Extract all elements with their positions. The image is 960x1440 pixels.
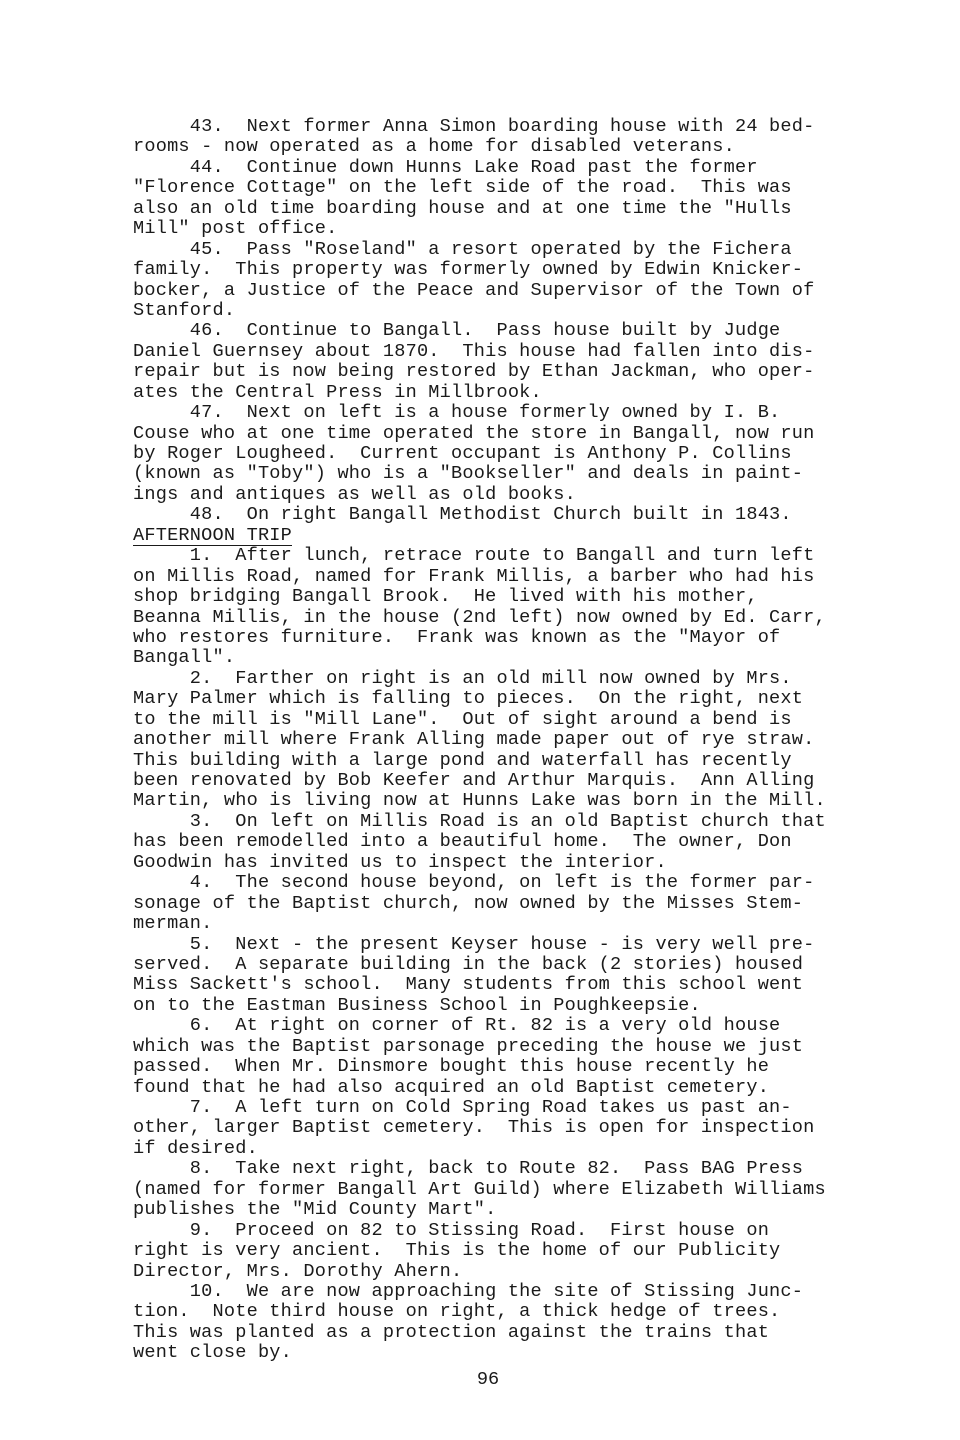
text-line: repair but is now being restored by Ethan Jackman, who oper-	[133, 361, 815, 383]
text-line: by Roger Lougheed. Current occupant is Anthony P. Collins	[133, 443, 792, 464]
text-line: has been remodelled into a beautiful home. The owner, Don	[133, 831, 792, 853]
section-heading-line	[133, 526, 893, 546]
text-line: 6. At right on corner of Rt. 82 is a very old house	[133, 1015, 781, 1037]
text-line: 48. On right Bangall Methodist Church built in 1843.	[133, 504, 792, 526]
text-line: 9. Proceed on 82 to Stissing Road. First house on	[133, 1219, 770, 1241]
text-line: Mill" post office.	[133, 218, 338, 240]
text-line: 44. Continue down Hunns Lake Road past the former	[133, 156, 758, 178]
text-line: This building with a large pond and waterfall has recently	[133, 749, 792, 771]
text-line: (known as "Toby") who is a "Bookseller" and deals in paint-	[133, 463, 804, 485]
text-line: Stanford.	[133, 299, 236, 321]
text-line: other, larger Baptist cemetery. This is open for inspection	[133, 1117, 815, 1139]
text-line: merman.	[133, 913, 213, 935]
text-line: been renovated by Bob Keefer and Arthur Marquis. Ann Alling	[133, 770, 815, 791]
text-line: 47. Next on left is a house formerly owned by I. B.	[133, 402, 781, 424]
text-line: served. A separate building in the back (2 stories) housed	[133, 953, 804, 975]
text-line: (named for former Bangall Art Guild) where Elizabeth Williams	[133, 1178, 826, 1200]
text-line: on Millis Road, named for Frank Millis, a barber who had his	[133, 565, 815, 587]
text-line: tion. Note third house on right, a thick hedge of trees.	[133, 1301, 781, 1323]
text-line: 46. Continue to Bangall. Pass house built by Judge	[133, 320, 781, 342]
text-line: shop bridging Bangall Brook. He lived with his mother,	[133, 586, 758, 608]
text-line: ates the Central Press in Millbrook.	[133, 381, 542, 403]
text-line: 8. Take next right, back to Route 82. Pass BAG Press	[133, 1158, 804, 1180]
text-line: Bangall".	[133, 647, 236, 669]
text-line: 7. A left turn on Cold Spring Road takes us past an-	[133, 1097, 792, 1118]
text-line: on to the Eastman Business School in Poughkeepsie.	[133, 994, 701, 1016]
text-line: 45. Pass "Roseland" a resort operated by the Fichera	[133, 238, 792, 260]
text-line: to the mill is "Mill Lane". Out of sight around a bend is	[133, 708, 792, 730]
text-line: 43. Next former Anna Simon boarding house with 24 bed-	[133, 116, 815, 137]
text-line: Beanna Millis, in the house (2nd left) now owned by Ed. Carr,	[133, 606, 826, 628]
text-line: sonage of the Baptist church, now owned by the Misses Stem-	[133, 892, 804, 914]
text-line: Daniel Guernsey about 1870. This house had fallen into dis-	[133, 340, 815, 362]
page-number: 96	[476, 1369, 500, 1390]
text-line: family. This property was formerly owned by Edwin Knicker-	[133, 259, 804, 281]
text-line: ings and antiques as well as old books.	[133, 483, 576, 505]
text-line: 2. Farther on right is an old mill now owned by Mrs.	[133, 667, 792, 689]
text-line: who restores furniture. Frank was known as the "Mayor of	[133, 626, 781, 648]
text-line: publishes the "Mid County Mart".	[133, 1199, 497, 1221]
text-line: rooms - now operated as a home for disabled veterans.	[133, 136, 735, 158]
text-line: another mill where Frank Alling made paper out of rye straw.	[133, 729, 815, 751]
text-line: which was the Baptist parsonage preceding the house we just	[133, 1035, 804, 1057]
text-line: "Florence Cottage" on the left side of the road. This was	[133, 177, 792, 199]
text-line: 5. Next - the present Keyser house - is very well pre-	[133, 933, 815, 955]
text-line: bocker, a Justice of the Peace and Supervisor of the Town of	[133, 279, 815, 301]
text-line: 1. After lunch, retrace route to Bangall and turn left	[133, 545, 815, 567]
text-line: found that he had also acquired an old Baptist cemetery.	[133, 1076, 770, 1098]
text-line: if desired.	[133, 1137, 258, 1159]
text-line: right is very ancient. This is the home of our Publicity	[133, 1240, 781, 1262]
body-text	[133, 117, 893, 1364]
text-line: Miss Sackett's school. Many students from this school went	[133, 974, 804, 996]
text-line: went close by.	[133, 1342, 293, 1364]
text-line: Couse who at one time operated the store in Bangall, now run	[133, 422, 815, 444]
section-heading: AFTERNOON TRIP	[133, 524, 293, 546]
text-line: This was planted as a protection against the trains that	[133, 1321, 770, 1343]
text-line: passed. When Mr. Dinsmore bought this house recently he	[133, 1056, 770, 1078]
text-line: Director, Mrs. Dorothy Ahern.	[133, 1260, 463, 1282]
text-line: 10. We are now approaching the site of Stissing Junc-	[133, 1280, 804, 1302]
text-line: Mary Palmer which is falling to pieces. On the right, next	[133, 688, 804, 710]
text-line: Goodwin has invited us to inspect the interior.	[133, 851, 667, 873]
text-line: 3. On left on Millis Road is an old Baptist church that	[133, 810, 826, 832]
text-line: also an old time boarding house and at one time the "Hulls	[133, 197, 792, 219]
text-line: Martin, who is living now at Hunns Lake was born in the Mill.	[133, 790, 826, 812]
text-line: 4. The second house beyond, on left is the former par-	[133, 872, 815, 894]
